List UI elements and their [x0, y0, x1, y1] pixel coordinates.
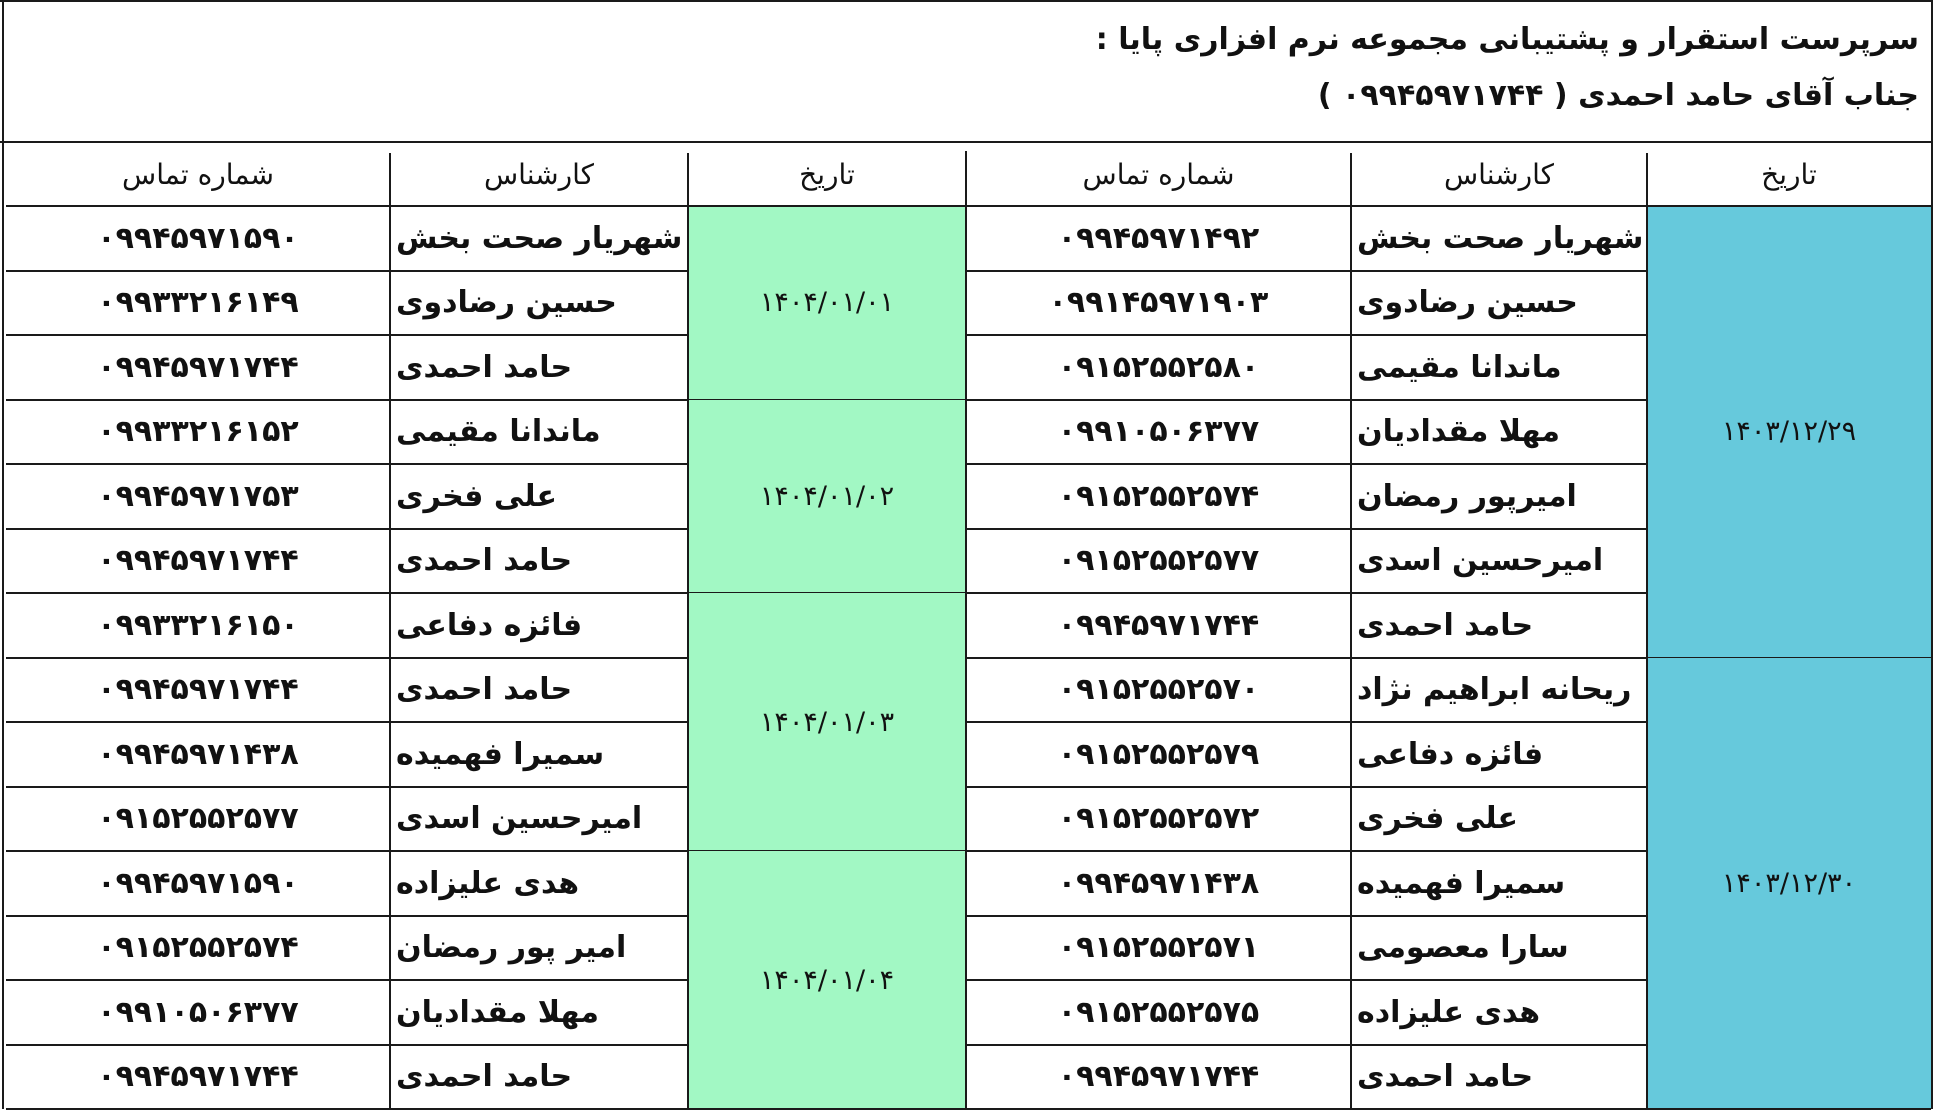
supervisor-heading: سرپرست استقرار و پشتیبانی مجموعه نرم افزاری پایا :: [1095, 22, 1919, 57]
left-date-cell: ۱۴۰۴/۰۱/۰۱: [759, 287, 895, 319]
right-phone-number: ۰۹۱۵۲۵۵۲۵۷۲: [1057, 801, 1260, 837]
left-header-expert: کارشناس: [483, 158, 594, 191]
left-expert-name: حسین رضادوی: [396, 285, 617, 321]
right-phone-number: ۰۹۱۵۲۵۵۲۵۷۹: [1057, 736, 1260, 772]
left-expert-name: امیر پور رمضان: [396, 930, 627, 966]
right-expert-name: علی فخری: [1357, 801, 1518, 837]
left-phone-number: ۰۹۹۴۵۹۷۱۵۹۰: [97, 865, 299, 901]
right-header-line: [966, 205, 1931, 207]
right-header-expert: کارشناس: [1443, 158, 1554, 191]
left-date-cell: ۱۴۰۴/۰۱/۰۴: [759, 964, 895, 996]
right-expert-name: شهریار صحت بخش: [1357, 220, 1644, 256]
left-phone-number: ۰۹۹۴۵۹۷۱۷۴۴: [97, 1059, 299, 1095]
left-phone-number: ۰۹۹۴۵۹۷۱۴۳۸: [97, 736, 299, 772]
left-phone-number: ۰۹۹۳۳۲۱۶۱۵۲: [97, 414, 299, 450]
right-expert-name: مهلا مقدادیان: [1357, 414, 1560, 450]
left-expert-name: فائزه دفاعی: [396, 607, 583, 643]
right-expert-name: امیرپور رمضان: [1357, 478, 1577, 514]
left-border: [2, 0, 4, 1109]
left-phone-number: ۰۹۹۳۳۲۱۶۱۴۹: [97, 285, 299, 321]
right-phone-number: ۰۹۹۴۵۹۷۱۷۴۴: [1057, 607, 1260, 643]
title-bottom-line: [0, 141, 1931, 143]
left-expert-name: سمیرا فهمیده: [396, 736, 605, 772]
right-expert-name: فائزه دفاعی: [1357, 736, 1544, 772]
left-expert-name: امیرحسین اسدی: [396, 801, 643, 837]
left-expert-name: حامد احمدی: [396, 349, 573, 385]
right-phone-number: ۰۹۹۱۴۵۹۷۱۹۰۳: [1048, 285, 1269, 321]
left-phone-number: ۰۹۹۴۵۹۷۱۵۹۰: [97, 220, 299, 256]
right-phone-number: ۰۹۹۱۰۵۰۶۳۷۷: [1057, 414, 1260, 450]
left-phone-number: ۰۹۹۴۵۹۷۱۷۴۴: [97, 672, 299, 708]
left-header-date: تاریخ: [799, 158, 855, 191]
left-expert-name: حامد احمدی: [396, 1059, 573, 1095]
right-phone-number: ۰۹۱۵۲۵۵۲۵۷۰: [1057, 672, 1260, 708]
left-phone-number: ۰۹۱۵۲۵۵۲۵۷۷: [97, 801, 299, 837]
right-expert-name: ماندانا مقیمی: [1357, 349, 1562, 385]
supervisor-contact: جناب آقای حامد احمدی ( ۰۹۹۴۵۹۷۱۷۴۴ ): [1317, 78, 1919, 113]
right-phone-number: ۰۹۱۵۲۵۵۲۵۷۴: [1057, 478, 1260, 514]
right-phone-number: ۰۹۹۴۵۹۷۱۷۴۴: [1057, 1059, 1260, 1095]
right-column-line: [1350, 153, 1352, 1109]
left-phone-number: ۰۹۱۵۲۵۵۲۵۷۴: [97, 930, 299, 966]
left-expert-name: علی فخری: [396, 478, 557, 514]
right-phone-number: ۰۹۹۴۵۹۷۱۴۹۲: [1057, 220, 1260, 256]
left-phone-number: ۰۹۹۴۵۹۷۱۷۵۳: [97, 478, 299, 514]
left-phone-number: ۰۹۹۴۵۹۷۱۷۴۴: [97, 543, 299, 579]
left-expert-name: هدی علیزاده: [396, 865, 580, 901]
left-header-phone: شماره تماس: [122, 158, 274, 191]
left-expert-name: شهریار صحت بخش: [396, 220, 683, 256]
top-line: [0, 0, 1931, 2]
right-expert-name: امیرحسین اسدی: [1357, 543, 1604, 579]
left-date-cell: ۱۴۰۴/۰۱/۰۲: [759, 480, 895, 512]
left-expert-name: حامد احمدی: [396, 543, 573, 579]
right-expert-name: ریحانه ابراهیم نژاد: [1357, 672, 1632, 708]
left-header-line: [6, 205, 966, 207]
left-expert-name: ماندانا مقیمی: [396, 414, 601, 450]
right-header-date: تاریخ: [1761, 158, 1817, 191]
right-phone-number: ۰۹۱۵۲۵۵۲۵۸۰: [1057, 349, 1260, 385]
left-phone-number: ۰۹۹۴۵۹۷۱۷۴۴: [97, 349, 299, 385]
right-phone-number: ۰۹۱۵۲۵۵۲۵۷۷: [1057, 543, 1260, 579]
left-column-line: [389, 153, 391, 1109]
right-expert-name: هدی علیزاده: [1357, 994, 1541, 1030]
right-expert-name: سارا معصومی: [1357, 930, 1569, 966]
right-expert-name: حسین رضادوی: [1357, 285, 1578, 321]
right-expert-name: سمیرا فهمیده: [1357, 865, 1566, 901]
right-date-cell: ۱۴۰۳/۱۲/۲۹: [1721, 416, 1857, 448]
right-phone-number: ۰۹۱۵۲۵۵۲۵۷۱: [1057, 930, 1260, 966]
table-divider: [965, 151, 967, 1109]
left-column-line: [687, 153, 689, 1109]
right-date-cell: ۱۴۰۳/۱۲/۳۰: [1721, 867, 1857, 899]
right-phone-number: ۰۹۹۴۵۹۷۱۴۳۸: [1057, 865, 1260, 901]
left-expert-name: حامد احمدی: [396, 672, 573, 708]
right-expert-name: حامد احمدی: [1357, 1059, 1534, 1095]
right-column-line: [1646, 153, 1648, 1109]
left-date-cell: ۱۴۰۴/۰۱/۰۳: [759, 706, 895, 738]
right-expert-name: حامد احمدی: [1357, 607, 1534, 643]
left-phone-number: ۰۹۹۳۳۲۱۶۱۵۰: [97, 607, 299, 643]
left-expert-name: مهلا مقدادیان: [396, 994, 599, 1030]
right-phone-number: ۰۹۱۵۲۵۵۲۵۷۵: [1057, 994, 1260, 1030]
right-border: [1931, 0, 1933, 1109]
right-header-phone: شماره تماس: [1082, 158, 1235, 191]
left-phone-number: ۰۹۹۱۰۵۰۶۳۷۷: [97, 994, 299, 1030]
